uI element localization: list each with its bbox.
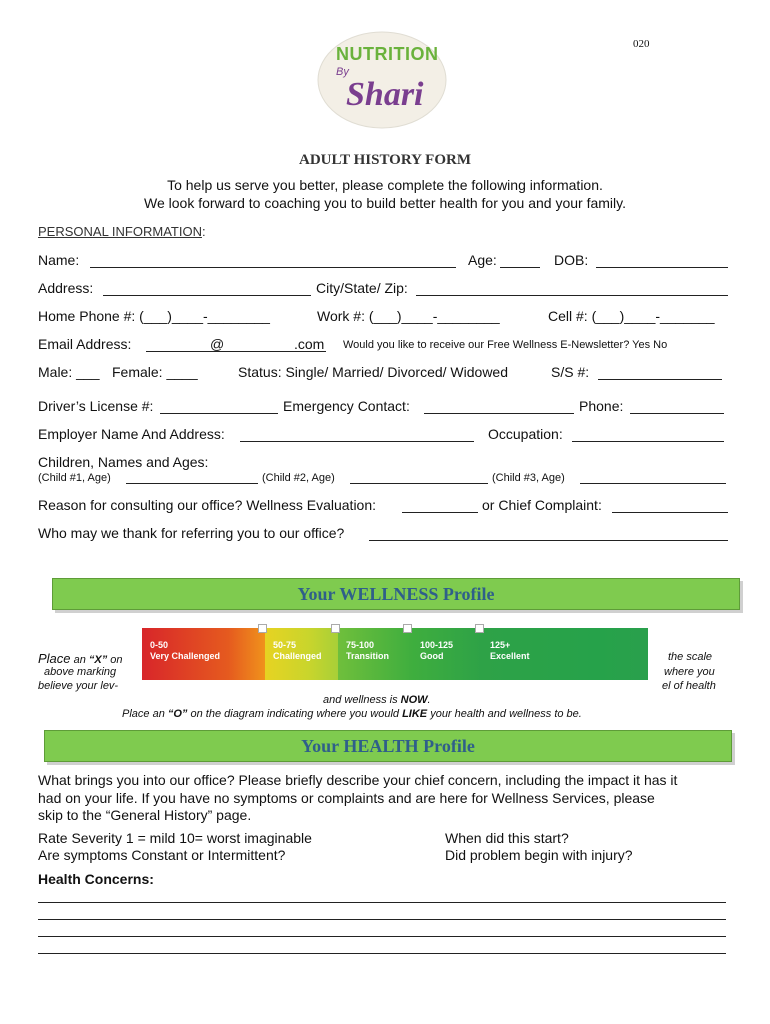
child-2-label: (Child #2, Age) [262, 472, 335, 484]
child-3-label: (Child #3, Age) [492, 472, 565, 484]
scale-label: Very Challenged [150, 651, 221, 661]
occupation-label: Occupation: [488, 426, 563, 442]
scale-range: 50-75 [273, 640, 297, 650]
wellness-right-line-1: the scale [668, 651, 713, 663]
age-label: Age: [468, 252, 497, 268]
logo-by: By [336, 66, 349, 78]
phone-field[interactable] [630, 413, 724, 414]
wellness-now-a: and wellness is [323, 694, 401, 706]
dob-label: DOB: [554, 252, 589, 268]
wellness-like-e: your health and wellness to be. [427, 708, 582, 720]
scale-range: 0-50 [150, 640, 169, 650]
referral-label: Who may we thank for referring you to our office? [38, 525, 345, 541]
wellness-like-a: Place an [122, 708, 168, 720]
female-field[interactable]: Female: ____ [112, 364, 198, 380]
ss-field[interactable] [598, 379, 722, 380]
health-para-3: skip to the “General History” page. [38, 807, 252, 823]
wellness-left-an: an [70, 654, 89, 666]
logo-nutrition: NUTRITION [336, 44, 439, 64]
name-label: Name: [38, 252, 80, 268]
name-field[interactable] [90, 267, 456, 268]
newsletter-question[interactable]: Would you like to receive our Free Wellness E-Newsletter? Yes No [343, 339, 668, 351]
personal-heading [38, 224, 206, 239]
status-field[interactable]: Status: Single/ Married/ Divorced/ Widowed [238, 364, 508, 380]
emergency-label: Emergency Contact: [283, 398, 410, 414]
wellness-left-line-1 [38, 651, 123, 666]
health-concerns-label: Health Concerns: [38, 871, 154, 887]
intro-line-1: To help us serve you better, please complete the following information. [167, 177, 603, 193]
scale-range: 75-100 [346, 640, 375, 650]
address-label: Address: [38, 280, 94, 296]
wellness-like-c: on the diagram indicating where you would [187, 708, 403, 720]
wellness-now-c: . [427, 694, 431, 706]
logo-shari: Shari [346, 76, 424, 113]
wellness-like-d: LIKE [402, 708, 428, 720]
scale-marker [403, 624, 412, 633]
scale-label: Good [420, 651, 444, 661]
occupation-field[interactable] [572, 441, 724, 442]
phone-label: Phone: [579, 398, 624, 414]
child-3-field[interactable] [580, 483, 726, 484]
scale-label: Transition [346, 651, 390, 661]
emergency-field[interactable] [424, 413, 574, 414]
age-field[interactable] [500, 267, 540, 268]
scale-segment-3[interactable] [338, 628, 412, 680]
health-para-2: had on your life. If you have no symptoms or complaints and are here for Wellness Services, please [38, 790, 655, 806]
concerns-line-3[interactable] [38, 936, 726, 937]
complaint-field[interactable] [612, 512, 728, 513]
license-field[interactable] [160, 413, 278, 414]
intro-line-2: We look forward to coaching you to build better health for you and your family. [144, 195, 626, 211]
injury-question: Did problem begin with injury? [445, 847, 633, 863]
child-1-field[interactable] [126, 483, 258, 484]
scale-marker [258, 624, 267, 633]
wellness-left-line-3: believe your lev- [38, 680, 119, 692]
wellness-like-text [122, 708, 582, 720]
reason-label: Reason for consulting our office? Wellness Evaluation: [38, 497, 377, 513]
concerns-line-1[interactable] [38, 902, 726, 903]
dob-field[interactable] [596, 267, 728, 268]
wellness-left-place: Place [38, 651, 71, 666]
home-phone-field[interactable]: Home Phone #: (___)____-________ [38, 308, 270, 324]
male-field[interactable]: Male: ___ [38, 364, 100, 380]
scale-segment-5[interactable] [482, 628, 648, 680]
concerns-line-4[interactable] [38, 953, 726, 954]
complaint-label: or Chief Complaint: [482, 497, 602, 513]
wellness-now-b: NOW [400, 694, 428, 706]
wellness-left-on: on [107, 654, 123, 666]
scale-range: 100-125 [420, 640, 454, 650]
employer-label: Employer Name And Address: [38, 426, 225, 442]
page-title: ADULT HISTORY FORM [298, 152, 471, 168]
wellness-scale[interactable] [142, 0, 648, 1]
scale-marker [331, 624, 340, 633]
employer-field[interactable] [240, 441, 474, 442]
scale-range: 125+ [490, 640, 511, 650]
wellness-like-o: “O” [167, 708, 188, 720]
email-at: @ [210, 336, 225, 352]
health-banner: Your HEALTH Profile [44, 730, 732, 762]
ss-label: S/S #: [551, 364, 590, 380]
address-field[interactable] [103, 295, 311, 296]
child-2-field[interactable] [350, 483, 488, 484]
wellness-left-x: “X” [88, 654, 108, 666]
scale-segment-2[interactable] [265, 628, 338, 680]
form-number: 020 [633, 38, 650, 50]
wellness-right-line-2: where you [664, 666, 715, 678]
wellness-now-text [323, 694, 431, 706]
scale-marker [475, 624, 484, 633]
email-com: .com [294, 336, 325, 352]
personal-heading-colon: : [201, 224, 206, 239]
email-label: Email Address: [38, 336, 132, 352]
severity-question: Rate Severity 1 = mild 10= worst imaginable [38, 830, 312, 846]
wellness-left-line-2: above marking [44, 666, 117, 678]
scale-label: Challenged [273, 651, 322, 661]
scale-segment-4[interactable] [412, 628, 482, 680]
health-para-1: What brings you into our office? Please briefly describe your chief concern, including the impact it has it [38, 772, 678, 788]
work-phone-field[interactable]: Work #: (___)____-________ [317, 308, 500, 324]
child-1-label: (Child #1, Age) [38, 472, 111, 484]
scale-segment-1[interactable] [142, 628, 265, 680]
city-field[interactable] [416, 295, 728, 296]
children-label: Children, Names and Ages: [38, 454, 209, 470]
logo [316, 30, 448, 130]
license-label: Driver’s License #: [38, 398, 154, 414]
referral-field[interactable] [369, 540, 728, 541]
scale-label: Excellent [490, 651, 530, 661]
city-label: City/State/ Zip: [316, 280, 408, 296]
cell-phone-field[interactable]: Cell #: (___)____-_______ [548, 308, 715, 324]
personal-heading-text: PERSONAL INFORMATION [38, 224, 202, 239]
wellness-right-line-3: el of health [662, 680, 716, 692]
concerns-line-2[interactable] [38, 919, 726, 920]
constant-question: Are symptoms Constant or Intermittent? [38, 847, 286, 863]
wellness-banner: Your WELLNESS Profile [52, 578, 740, 610]
start-question: When did this start? [445, 830, 569, 846]
wellness-eval-field[interactable] [402, 512, 478, 513]
